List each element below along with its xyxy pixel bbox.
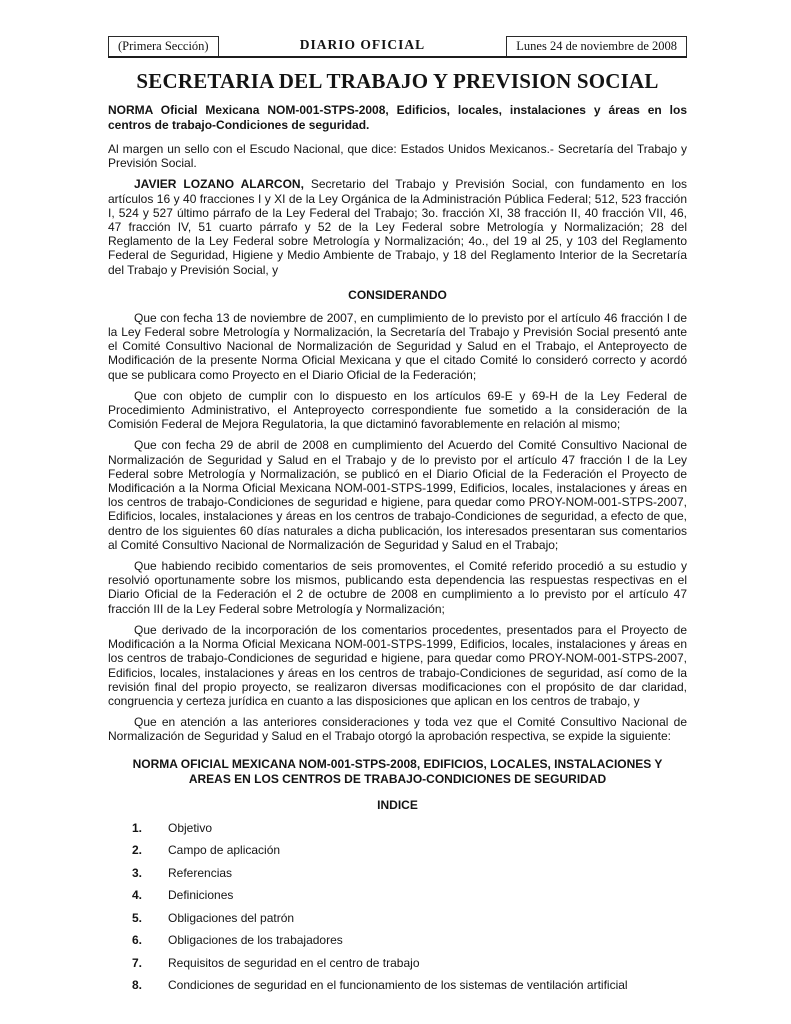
- page-header: [108, 36, 687, 58]
- indice-item-2: [132, 843, 687, 857]
- indice-item-number: 5.: [132, 910, 143, 925]
- header-date: Lunes 24 de noviembre de 2008: [506, 36, 687, 56]
- indice-list: [132, 821, 687, 993]
- indice-item-number: 1.: [132, 820, 143, 835]
- signatory-name: JAVIER LOZANO ALARCON,: [134, 177, 304, 192]
- considerando-paragraph-5: Que derivado de la incorporación de los comentarios procedentes, presentados para el Proyecto de Modificación a la Norma Oficial Mexicana NOM-001-STPS-1999, Edificios, locales, instalaciones y áreas en los centros de trabajo-Condiciones de seguridad e higiene, para quedar como PROY-NOM-001-STPS-2007, Edificios, locales, instalaciones y áreas en los centros de trabajo-Condiciones de seguridad, así como de la revisión final del propio proyecto, se realizaron diversas modificaciones con el propósito de dar claridad, congruencia y certeza jurídica en cuanto a las disposiciones que aplican en los centros de trabajo, y: [108, 622, 687, 708]
- considerando-heading: CONSIDERANDO: [348, 287, 447, 302]
- considerando-paragraph-1: Que con fecha 13 de noviembre de 2007, en cumplimiento de lo previsto por el artículo 46 fracción I de la Ley Federal sobre Metrología y Normalización, la Secretaría del Trabajo y Previsión Social presentó ante el Comité Consultivo Nacional de Normalización de Seguridad y Salud en el Trabajo, el Anteproyecto de Modificación de la presente Norma Oficial Mexicana y que el citado Comité lo consideró correcto y acordó que se publicara como Proyecto en el Diario Oficial de la Federación;: [108, 310, 687, 382]
- indice-item-label: Obligaciones de los trabajadores: [168, 933, 343, 948]
- indice-item-1: [132, 821, 687, 835]
- indice-heading: INDICE: [377, 797, 418, 812]
- indice-item-8: [132, 978, 687, 992]
- indice-item-label: Campo de aplicación: [168, 843, 281, 858]
- indice-item-label: Definiciones: [168, 888, 234, 903]
- header-masthead: DIARIO OFICIAL: [299, 37, 426, 52]
- page-title: SECRETARIA DEL TRABAJO Y PREVISION SOCIAL: [136, 69, 659, 93]
- indice-item-7: [132, 956, 687, 970]
- considerando-paragraph-2: Que con objeto de cumplir con lo dispuesto en los artículos 69-E y 69-H de la Ley Federal de Procedimiento Administrativo, el Anteproyecto correspondiente fue sometido a la consideración de la Comisión Federal de Mejora Regulatoria, la que dictaminó favorablemente en relación al mismo;: [108, 388, 687, 432]
- considerando-paragraph-6: Que en atención a las anteriores consideraciones y toda vez que el Comité Consultivo Nacional de Normalización de Seguridad y Salud en el Trabajo otorgó la aprobación respectiva, se expide la siguiente:: [108, 715, 687, 744]
- indice-item-number: 8.: [132, 978, 143, 993]
- considerando-paragraph-3: Que con fecha 29 de abril de 2008 en cumplimiento del Acuerdo del Comité Consultivo Nacional de Normalización de Seguridad y Salud en el Trabajo y de lo previsto por el artículo 47 fracción I de la Ley Federal sobre Metrología y Normalización, se publicó en el Diario Oficial de la Federación el Proyecto de Modificación a la Norma Oficial Mexicana NOM-001-STPS-1999, Edificios, locales, instalaciones y áreas en los centros de trabajo-Condiciones de seguridad e higiene, para quedar como PROY-NOM-001-STPS-2007, Edificios, locales, instalaciones y áreas en los centros de trabajo-Condiciones de seguridad, a efecto de que, dentro de los siguientes 60 días naturales a dicha publicación, los interesados presentaran sus comentarios al Comité Consultivo Nacional de Normalización de Seguridad y Salud en el Trabajo;: [108, 438, 687, 552]
- norma-title: NORMA OFICIAL MEXICANA NOM-001-STPS-2008, EDIFICIOS, LOCALES, INSTALACIONES Y AREAS EN LOS CENTROS DE TRABAJO-CONDICIONES DE SEGURIDAD: [132, 756, 663, 786]
- intro-text: Secretario del Trabajo y Previsión Social, con fundamento en los artículos 16 y 40 fracciones I y XI de la Ley Orgánica de la Administración Pública Federal; 512, 523 fracción I, 524 y 527 último párrafo de la Ley Federal del Trabajo; 3o. fracción XI, 38 fracción II, 40 fracción VII, 46, 47 fracción IV, 51 cuarto párrafo y 52 de la Ley Federal sobre Metrología y Normalización; 28 del Reglamento de la Ley Federal sobre Metrología y Normalización; 4o., del 19 al 25, y 103 del Reglamento Federal de Seguridad, Higiene y Medio Ambiente de Trabajo, y 18 del Reglamento Interior de la Secretaría del Trabajo y Previsión Social, y: [108, 177, 688, 277]
- header-section: (Primera Sección): [108, 36, 219, 56]
- indice-item-number: 2.: [132, 843, 143, 858]
- indice-item-number: 6.: [132, 933, 143, 948]
- considerando-paragraph-4: Que habiendo recibido comentarios de seis promoventes, el Comité referido procedió a su estudio y resolvió oportunamente sobre los mismos, publicando esta dependencia las respuestas respectivas en el Diario Oficial de la Federación el 2 de octubre de 2008 en cumplimiento a lo previsto por el artículo 47 fracción III de la Ley Federal sobre Metrología y Normalización;: [108, 559, 687, 616]
- indice-item-label: Referencias: [168, 865, 233, 880]
- intro-paragraph: [108, 177, 687, 276]
- indice-item-5: [132, 911, 687, 925]
- indice-item-4: [132, 888, 687, 902]
- indice-item-label: Objetivo: [168, 820, 213, 835]
- indice-item-3: [132, 866, 687, 880]
- indice-item-number: 7.: [132, 955, 143, 970]
- indice-item-label: Condiciones de seguridad en el funcionamiento de los sistemas de ventilación artificial: [168, 978, 628, 993]
- indice-item-number: 3.: [132, 865, 143, 880]
- indice-item-number: 4.: [132, 888, 143, 903]
- indice-item-6: [132, 933, 687, 947]
- margin-note: Al margen un sello con el Escudo Nacional, que dice: Estados Unidos Mexicanos.- Secretaría del Trabajo y Previsión Social.: [108, 142, 687, 171]
- indice-item-label: Obligaciones del patrón: [168, 910, 295, 925]
- norma-intro: NORMA Oficial Mexicana NOM-001-STPS-2008, Edificios, locales, instalaciones y áreas en los centros de trabajo-Condiciones de seguridad.: [108, 103, 687, 132]
- indice-item-label: Requisitos de seguridad en el centro de trabajo: [168, 955, 420, 970]
